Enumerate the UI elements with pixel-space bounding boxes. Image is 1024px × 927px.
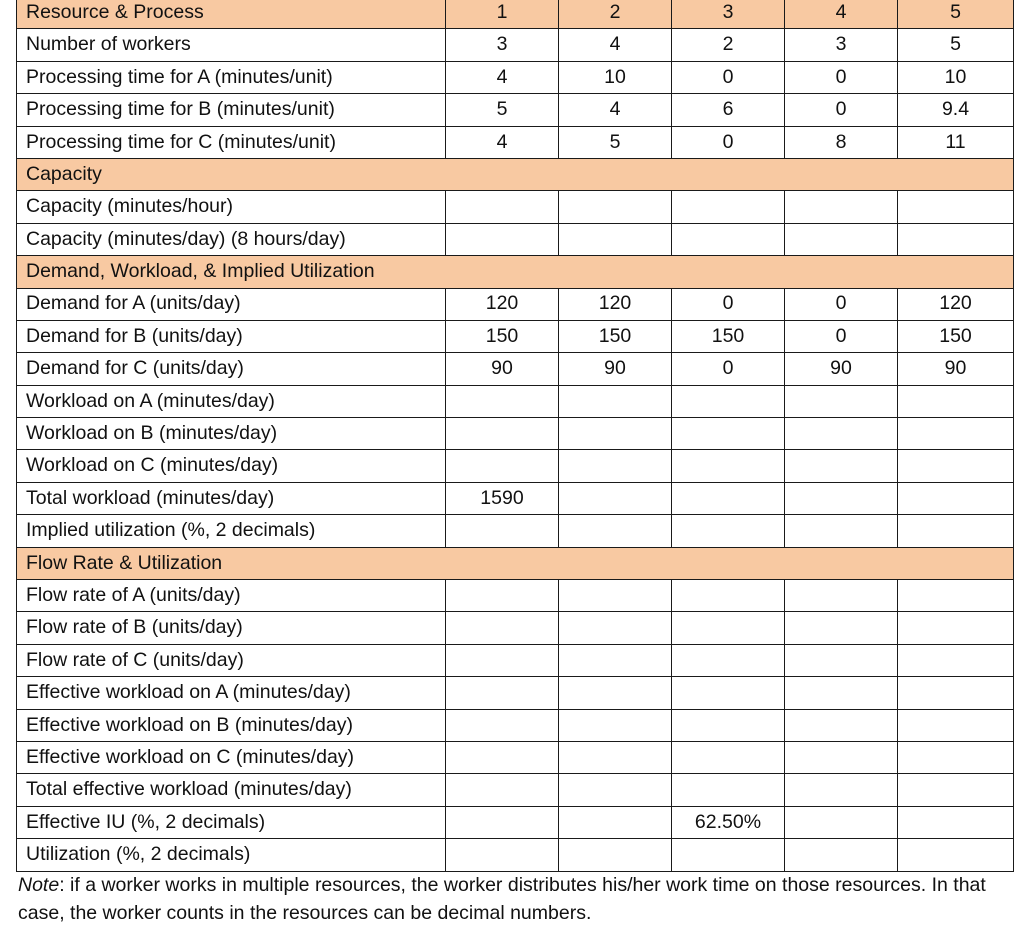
table-cell: 1590 [446, 482, 559, 514]
row-label: Processing time for A (minutes/unit) [17, 61, 446, 93]
table-cell [559, 709, 672, 741]
table-cell [559, 482, 672, 514]
header-row [17, 0, 1014, 29]
table-cell [898, 223, 1014, 255]
table-cell: 4 [559, 29, 672, 61]
section-title: Demand, Workload, & Implied Utilization [17, 256, 1014, 288]
row-label: Total workload (minutes/day) [17, 482, 446, 514]
table-cell [446, 741, 559, 773]
table-cell [672, 677, 785, 709]
row-label: Effective IU (%, 2 decimals) [17, 806, 446, 838]
table-cell: 5 [559, 126, 672, 158]
table-cell [785, 385, 898, 417]
table-cell: 4 [559, 94, 672, 126]
table-cell [559, 223, 672, 255]
table-cell: 5 [446, 94, 559, 126]
row-label: Flow rate of A (units/day) [17, 580, 446, 612]
row-label: Effective workload on B (minutes/day) [17, 709, 446, 741]
section-title: Capacity [17, 158, 1014, 190]
row-label: Processing time for C (minutes/unit) [17, 126, 446, 158]
table-cell: 0 [785, 288, 898, 320]
row-label: Workload on B (minutes/day) [17, 418, 446, 450]
row-label: Utilization (%, 2 decimals) [17, 839, 446, 871]
table-cell: 6 [672, 94, 785, 126]
table-cell [785, 839, 898, 871]
table-cell [898, 580, 1014, 612]
table-cell [672, 385, 785, 417]
table-cell [672, 774, 785, 806]
table-row [17, 223, 1014, 255]
row-label: Number of workers [17, 29, 446, 61]
table-cell [446, 191, 559, 223]
footnote [18, 871, 1018, 927]
table-row [17, 385, 1014, 417]
table-cell: 11 [898, 126, 1014, 158]
table-cell: 9.4 [898, 94, 1014, 126]
note-prefix: Note [18, 874, 60, 896]
table-cell [672, 709, 785, 741]
table-cell [785, 774, 898, 806]
table-row [17, 677, 1014, 709]
table-cell [446, 385, 559, 417]
table-cell: 10 [898, 61, 1014, 93]
table-cell [446, 839, 559, 871]
table-cell [559, 741, 672, 773]
table-cell [898, 418, 1014, 450]
section-title: Flow Rate & Utilization [17, 547, 1014, 579]
row-label: Capacity (minutes/hour) [17, 191, 446, 223]
table-cell [785, 741, 898, 773]
row-label: Demand for C (units/day) [17, 353, 446, 385]
table-cell [785, 515, 898, 547]
row-label: Effective workload on A (minutes/day) [17, 677, 446, 709]
table-cell [785, 709, 898, 741]
table-cell [672, 191, 785, 223]
table-cell [559, 515, 672, 547]
table-cell: 120 [446, 288, 559, 320]
row-label: Effective workload on C (minutes/day) [17, 741, 446, 773]
table-cell: 5 [898, 29, 1014, 61]
resource-number-1: 1 [446, 0, 559, 29]
table-cell [672, 223, 785, 255]
table-cell: 0 [672, 126, 785, 158]
header-label: Resource & Process [17, 0, 446, 29]
table-cell: 0 [785, 320, 898, 352]
section-header-row [17, 256, 1014, 288]
table-cell: 120 [559, 288, 672, 320]
table-cell [785, 191, 898, 223]
table-cell [785, 482, 898, 514]
table-cell: 90 [898, 353, 1014, 385]
table-cell [785, 580, 898, 612]
table-cell: 150 [559, 320, 672, 352]
table-cell: 0 [785, 94, 898, 126]
row-label: Implied utilization (%, 2 decimals) [17, 515, 446, 547]
table-cell: 120 [898, 288, 1014, 320]
resource-process-table [16, 0, 1014, 872]
table-cell [898, 806, 1014, 838]
table-cell [898, 839, 1014, 871]
resource-number-4: 4 [785, 0, 898, 29]
table-cell: 90 [446, 353, 559, 385]
table-cell [446, 580, 559, 612]
row-label: Flow rate of B (units/day) [17, 612, 446, 644]
row-label: Flow rate of C (units/day) [17, 644, 446, 676]
table-cell: 150 [898, 320, 1014, 352]
table-row [17, 94, 1014, 126]
table-cell [785, 806, 898, 838]
table-row [17, 839, 1014, 871]
table-row [17, 774, 1014, 806]
table-cell [446, 223, 559, 255]
table-cell [672, 580, 785, 612]
table-row [17, 709, 1014, 741]
table-row [17, 320, 1014, 352]
row-label: Demand for B (units/day) [17, 320, 446, 352]
table-cell [898, 677, 1014, 709]
table-cell: 62.50% [672, 806, 785, 838]
table-cell: 90 [785, 353, 898, 385]
table-cell [672, 482, 785, 514]
table-cell [898, 741, 1014, 773]
table-row [17, 126, 1014, 158]
table-cell [559, 839, 672, 871]
table-cell: 0 [672, 353, 785, 385]
table-cell [559, 418, 672, 450]
table-cell [672, 515, 785, 547]
table-cell [446, 677, 559, 709]
row-label: Capacity (minutes/day) (8 hours/day) [17, 223, 446, 255]
section-header-row [17, 158, 1014, 190]
table-cell [672, 644, 785, 676]
table-row [17, 644, 1014, 676]
table-cell [672, 450, 785, 482]
table-cell [559, 644, 672, 676]
table-cell [559, 191, 672, 223]
table-cell [446, 806, 559, 838]
table-cell [785, 450, 898, 482]
table-row [17, 482, 1014, 514]
table-cell: 150 [672, 320, 785, 352]
table-cell: 8 [785, 126, 898, 158]
table-cell: 150 [446, 320, 559, 352]
table-cell [898, 482, 1014, 514]
table-cell [559, 612, 672, 644]
table-cell [446, 774, 559, 806]
table-cell [785, 644, 898, 676]
table-cell [559, 677, 672, 709]
table-cell: 3 [785, 29, 898, 61]
table-cell [785, 223, 898, 255]
table-row [17, 418, 1014, 450]
table-row [17, 612, 1014, 644]
table-row [17, 61, 1014, 93]
table-cell: 0 [672, 61, 785, 93]
table-cell: 0 [785, 61, 898, 93]
table-cell: 3 [446, 29, 559, 61]
table-cell [446, 644, 559, 676]
table-cell: 4 [446, 126, 559, 158]
table-cell [446, 418, 559, 450]
table-cell [446, 515, 559, 547]
table-cell [898, 709, 1014, 741]
table-cell [672, 418, 785, 450]
table-cell [559, 580, 672, 612]
row-label: Demand for A (units/day) [17, 288, 446, 320]
table-cell [785, 677, 898, 709]
table-cell [898, 385, 1014, 417]
resource-number-3: 3 [672, 0, 785, 29]
table-cell: 90 [559, 353, 672, 385]
table-cell [898, 774, 1014, 806]
table-cell [672, 612, 785, 644]
table-cell [898, 515, 1014, 547]
row-label: Workload on C (minutes/day) [17, 450, 446, 482]
table-cell [672, 839, 785, 871]
table-cell [898, 612, 1014, 644]
table-cell [446, 709, 559, 741]
table-row [17, 191, 1014, 223]
table-row [17, 515, 1014, 547]
row-label: Total effective workload (minutes/day) [17, 774, 446, 806]
resource-number-5: 5 [898, 0, 1014, 29]
row-label: Processing time for B (minutes/unit) [17, 94, 446, 126]
resource-number-2: 2 [559, 0, 672, 29]
table-cell [559, 774, 672, 806]
table-row [17, 29, 1014, 61]
section-header-row [17, 547, 1014, 579]
table-cell [898, 644, 1014, 676]
table-cell [672, 741, 785, 773]
table-cell [785, 418, 898, 450]
table-row [17, 741, 1014, 773]
table-cell [559, 806, 672, 838]
table-cell: 4 [446, 61, 559, 93]
table-cell: 0 [672, 288, 785, 320]
table-cell: 10 [559, 61, 672, 93]
table-cell [559, 450, 672, 482]
table-row [17, 806, 1014, 838]
table-row [17, 288, 1014, 320]
row-label: Workload on A (minutes/day) [17, 385, 446, 417]
table-cell [898, 450, 1014, 482]
table-row [17, 353, 1014, 385]
table-row [17, 450, 1014, 482]
table-cell [446, 612, 559, 644]
table-cell [559, 385, 672, 417]
table-row [17, 580, 1014, 612]
table-cell: 2 [672, 29, 785, 61]
table-cell [785, 612, 898, 644]
table-cell [446, 450, 559, 482]
table-cell [898, 191, 1014, 223]
note-text: : if a worker works in multiple resources, the worker distributes his/her work time on those resources. In that case, the worker counts in the resources can be decimal numbers. [18, 874, 986, 924]
